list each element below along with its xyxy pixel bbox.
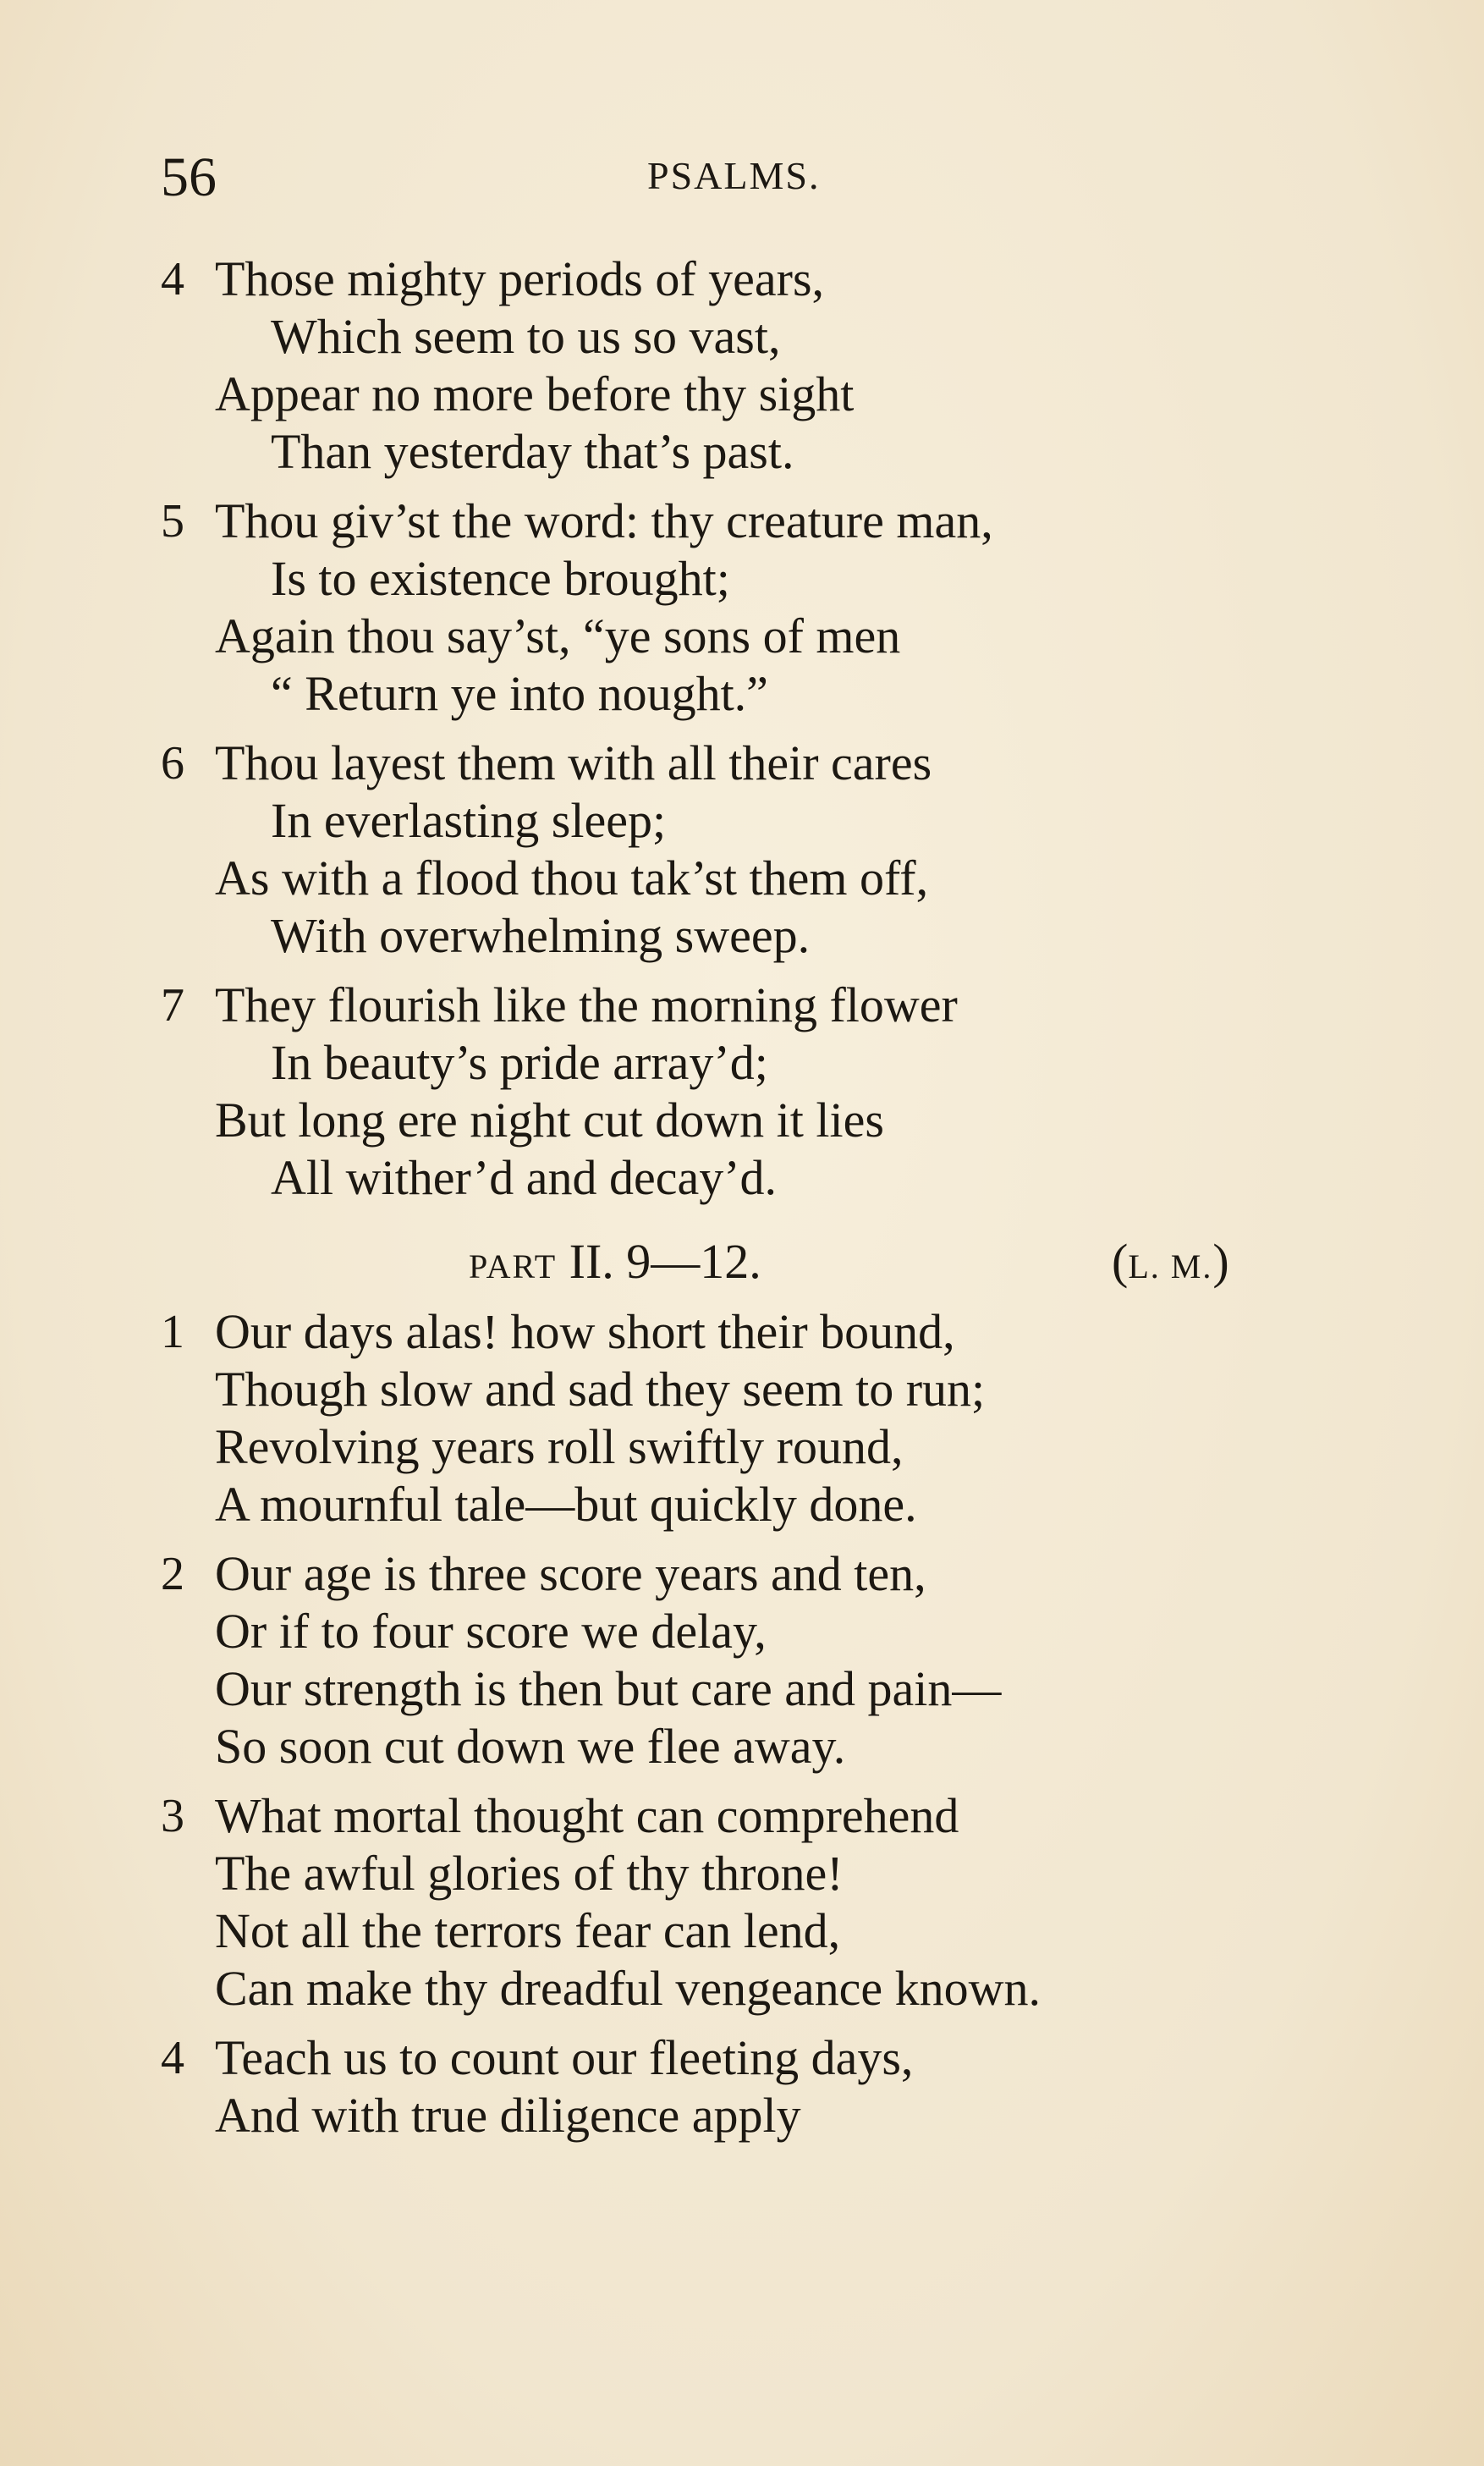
verse-line: Again thou say’st, “ye sons of men [215, 608, 901, 663]
verse [161, 735, 1294, 965]
page-body [161, 250, 1294, 2156]
verse-line: In beauty’s pride array’d; [271, 1035, 768, 1090]
verse-line: Can make thy dreadful vengeance known. [215, 1961, 1041, 2016]
verse-line: Thou layest them with all their cares [215, 735, 932, 790]
verse-line: Or if to four score we delay, [215, 1604, 767, 1659]
part-word: PART [469, 1247, 558, 1285]
meter-close: ) [1212, 1234, 1229, 1289]
verse-number: 6 [161, 737, 184, 790]
page-header [161, 144, 1278, 212]
verse-line: Than yesterday that’s past. [271, 424, 794, 479]
verse-line: As with a flood thou tak’st them off, [215, 850, 929, 905]
verse [161, 1545, 1294, 1775]
meter-open: ( [1112, 1234, 1129, 1289]
verse [161, 977, 1294, 1207]
part-label [469, 1224, 761, 1305]
verse-line: But long ere night cut down it lies [215, 1093, 884, 1148]
part-heading [161, 1224, 1294, 1300]
verse-line: Teach us to count our fleeting days, [215, 2030, 914, 2085]
verse-line: With overwhelming sweep. [271, 908, 811, 963]
verse [161, 1303, 1294, 1533]
verse-line: Our days alas! how short their bound, [215, 1304, 955, 1359]
verse-line: Our age is three score years and ten, [215, 1546, 926, 1601]
verse-line: Which seem to us so vast, [271, 309, 781, 364]
running-head: PSALMS. [647, 154, 821, 197]
verse-number: 3 [161, 1790, 184, 1842]
verse-line: The awful glories of thy throne! [215, 1846, 844, 1901]
verse-number: 4 [161, 253, 184, 305]
verse-number: 4 [161, 2032, 184, 2084]
verse-number: 7 [161, 979, 184, 1032]
meter-abbrev: L. M. [1128, 1247, 1213, 1285]
verse [161, 1787, 1294, 2017]
verse-line: What mortal thought can comprehend [215, 1788, 959, 1843]
verse-line: Those mighty periods of years, [215, 251, 825, 306]
verse-line: Revolving years roll swiftly round, [215, 1419, 904, 1474]
verse-line: Not all the terrors fear can lend, [215, 1903, 841, 1958]
verse-line: Our strength is then but care and pain— [215, 1661, 1002, 1716]
verse-number: 2 [161, 1548, 184, 1600]
verse-line: Is to existence brought; [271, 551, 730, 606]
verse-line: In everlasting sleep; [271, 793, 667, 848]
page-number: 56 [161, 146, 217, 208]
verse [161, 493, 1294, 723]
part-number: II. 9—12. [569, 1234, 761, 1289]
verse-number: 5 [161, 495, 184, 548]
verse-line: Thou giv’st the word: thy creature man, [215, 493, 993, 548]
verse-line: They flourish like the morning flower [215, 977, 958, 1032]
verse-line: Appear no more before thy sight [215, 366, 855, 421]
verse-line: Though slow and sad they seem to run; [215, 1362, 986, 1417]
meter-label [1112, 1224, 1229, 1305]
verse-line: So soon cut down we flee away. [215, 1719, 846, 1774]
verse-number: 1 [161, 1306, 184, 1358]
verse-line: A mournful tale—but quickly done. [215, 1477, 917, 1532]
verse [161, 2029, 1294, 2144]
verse-line: “ Return ye into nought.” [271, 666, 768, 721]
verse-line: And with true diligence apply [215, 2088, 801, 2143]
verse [161, 250, 1294, 481]
verse-line: All wither’d and decay’d. [271, 1150, 778, 1205]
